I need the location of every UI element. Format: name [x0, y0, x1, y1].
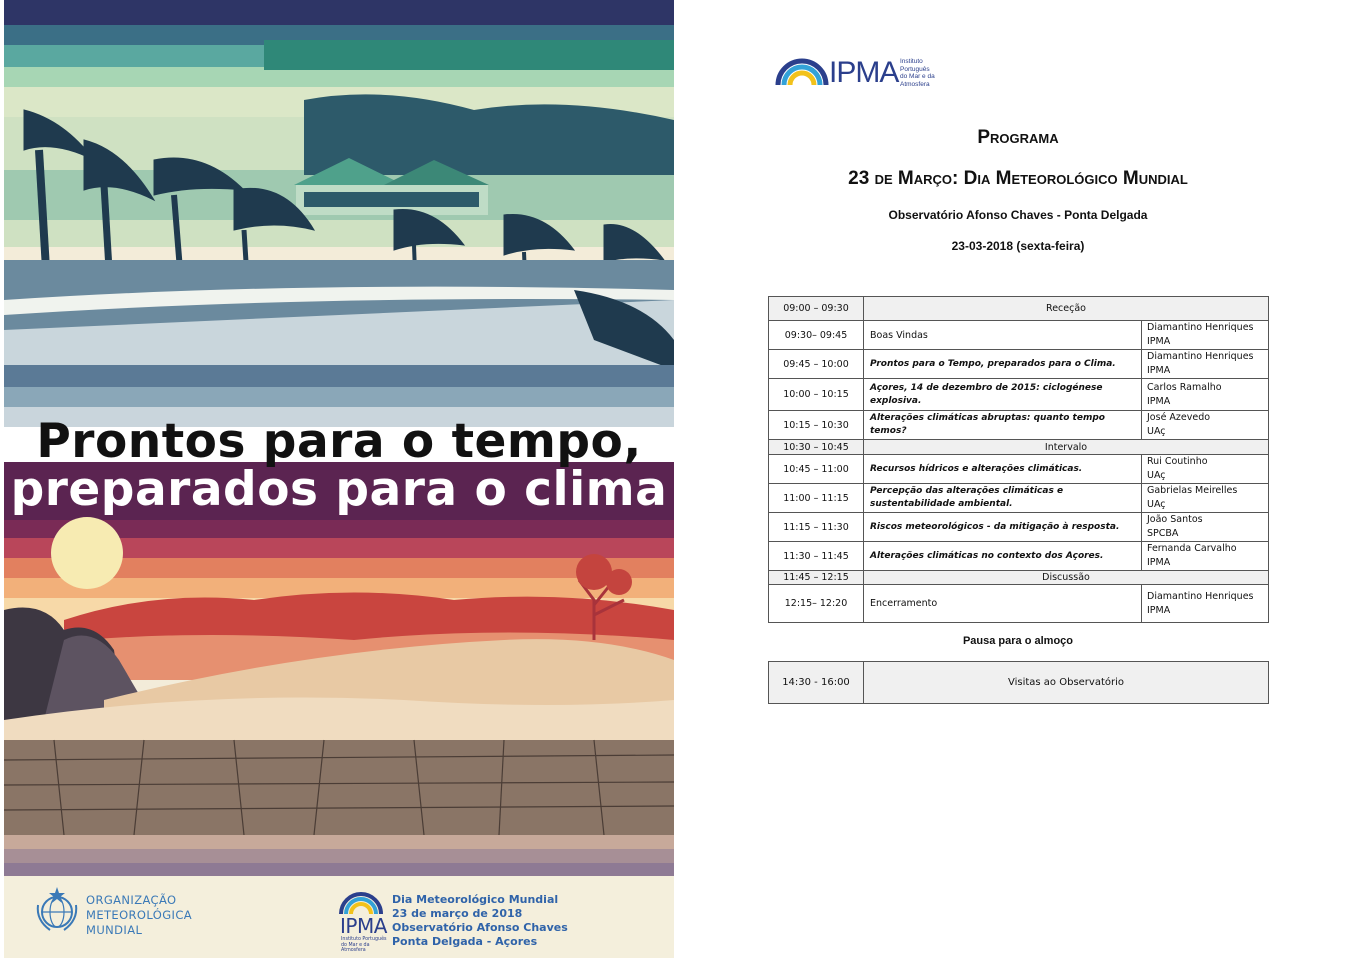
- row-title: Recursos hídricos e alterações climáticas.: [864, 455, 1142, 484]
- speaker-name: João Santos: [1147, 514, 1203, 525]
- event-line2: 23 de março de 2018: [392, 907, 523, 920]
- brand-sub-line2: Português: [900, 65, 930, 73]
- event-info: [392, 893, 568, 949]
- row-speaker: [1142, 411, 1269, 440]
- speaker-name: Carlos Ramalho: [1147, 381, 1222, 393]
- brand-subtitle: [900, 58, 950, 88]
- schedule-table: [768, 296, 1269, 623]
- row-speaker: [1142, 321, 1269, 350]
- speaker-org: IPMA: [1147, 336, 1171, 347]
- wmo-emblem-icon: [32, 885, 82, 935]
- speaker-org: IPMA: [1147, 557, 1171, 568]
- table-row: [769, 440, 1269, 455]
- brand-word: IPMA: [829, 56, 899, 89]
- row-speaker: [1142, 350, 1269, 379]
- speaker-org: IPMA: [1147, 395, 1171, 407]
- visit-time: 14:30 - 16:00: [769, 662, 864, 704]
- table-row: [769, 571, 1269, 585]
- row-title: Percepção das alterações climáticas e sustentabilidade ambiental.: [864, 484, 1142, 513]
- speaker-name: Diamantino Henriques: [1147, 322, 1254, 333]
- speaker-name: Diamantino Henriques: [1147, 351, 1254, 362]
- speaker-org: IPMA: [1147, 604, 1171, 616]
- table-row: [769, 455, 1269, 484]
- visit-title: Visitas ao Observatório: [864, 662, 1269, 704]
- speaker-name: Gabrielas Meirelles: [1147, 485, 1238, 496]
- row-time: 12:15– 12:20: [769, 585, 864, 623]
- table-row: [769, 297, 1269, 321]
- table-row: [769, 484, 1269, 513]
- row-title: Intervalo: [864, 440, 1269, 455]
- event-line4: Ponta Delgada - Açores: [392, 935, 538, 948]
- wmo-name: [86, 893, 192, 938]
- table-row: [769, 379, 1269, 411]
- table-row: [769, 513, 1269, 542]
- wmo-line2: METEOROLÓGICA: [86, 908, 193, 922]
- event-line1: Dia Meteorológico Mundial: [392, 893, 559, 906]
- row-speaker: [1142, 455, 1269, 484]
- table-row: [769, 585, 1269, 623]
- row-speaker: [1142, 585, 1269, 623]
- ipma-rainbow-icon: [337, 890, 385, 916]
- row-time: 10:45 – 11:00: [769, 455, 864, 484]
- row-title: Açores, 14 de dezembro de 2015: ciclogénese explosiva.: [864, 379, 1142, 411]
- row-time: 11:00 – 11:15: [769, 484, 864, 513]
- poster-headline-line1: Prontos para o tempo,: [36, 414, 642, 469]
- ipma-brand-rainbow-icon: [775, 55, 829, 87]
- ipma-logo-word: IPMA: [340, 914, 387, 938]
- row-time: 10:15 – 10:30: [769, 411, 864, 440]
- speaker-name: Fernanda Carvalho: [1147, 543, 1237, 554]
- row-title: Alterações climáticas abruptas: quanto tempo temos?: [864, 411, 1142, 440]
- row-time: 09:30– 09:45: [769, 321, 864, 350]
- speaker-org: SPCBA: [1147, 528, 1179, 539]
- row-time: 10:30 – 10:45: [769, 440, 864, 455]
- row-title: Encerramento: [864, 585, 1142, 623]
- table-row: [769, 542, 1269, 571]
- wmo-line1: ORGANIZAÇÃO: [86, 893, 177, 907]
- speaker-name: José Azevedo: [1147, 412, 1211, 423]
- row-time: 09:45 – 10:00: [769, 350, 864, 379]
- row-time: 09:00 – 09:30: [769, 297, 864, 321]
- speaker-org: UAç: [1147, 426, 1166, 437]
- event-line3: Observatório Afonso Chaves: [392, 921, 568, 934]
- table-row: [769, 350, 1269, 379]
- ipma-logo-sub: Instituto Português do Mar e da Atmosfera: [341, 937, 387, 953]
- program-title: Programa: [977, 127, 1059, 148]
- speaker-name: Rui Coutinho: [1147, 456, 1208, 467]
- row-speaker: [1142, 379, 1269, 411]
- row-title: Boas Vindas: [864, 321, 1142, 350]
- speaker-name: Diamantino Henriques: [1147, 590, 1254, 602]
- wmo-line3: MUNDIAL: [86, 923, 143, 937]
- speaker-org: UAç: [1147, 470, 1166, 481]
- row-speaker: [1142, 484, 1269, 513]
- program-date: 23-03-2018 (sexta-feira): [951, 239, 1085, 253]
- speaker-org: UAç: [1147, 499, 1166, 510]
- row-time: 10:00 – 10:15: [769, 379, 864, 411]
- table-row: [769, 662, 1269, 704]
- poster-headline-line2: preparados para o clima: [10, 462, 668, 517]
- table-row: [769, 411, 1269, 440]
- row-time: 11:30 – 11:45: [769, 542, 864, 571]
- visit-table: [768, 661, 1269, 704]
- row-title: Riscos meteorológicos - da mitigação à resposta.: [864, 513, 1142, 542]
- row-time: 11:45 – 12:15: [769, 571, 864, 585]
- table-row: [769, 321, 1269, 350]
- speaker-org: IPMA: [1147, 365, 1171, 376]
- lunch-break: Pausa para o almoço: [962, 635, 1074, 647]
- brand-sub-line1: Instituto: [900, 58, 923, 65]
- program-location: Observatório Afonso Chaves - Ponta Delgada: [888, 208, 1148, 222]
- brand-sub-line4: Atmosfera: [900, 80, 930, 88]
- row-title: Alterações climáticas no contexto dos Açores.: [864, 542, 1142, 571]
- poster: [4, 0, 674, 958]
- brand-sub-line3: do Mar e da: [900, 73, 935, 80]
- row-title: Discussão: [864, 571, 1269, 585]
- row-time: 11:15 – 11:30: [769, 513, 864, 542]
- row-title: Receção: [864, 297, 1269, 321]
- program-subtitle: 23 de Março: Dia Meteorológico Mundial: [848, 168, 1188, 189]
- row-title: Prontos para o Tempo, preparados para o Clima.: [864, 350, 1142, 379]
- row-speaker: [1142, 513, 1269, 542]
- row-speaker: [1142, 542, 1269, 571]
